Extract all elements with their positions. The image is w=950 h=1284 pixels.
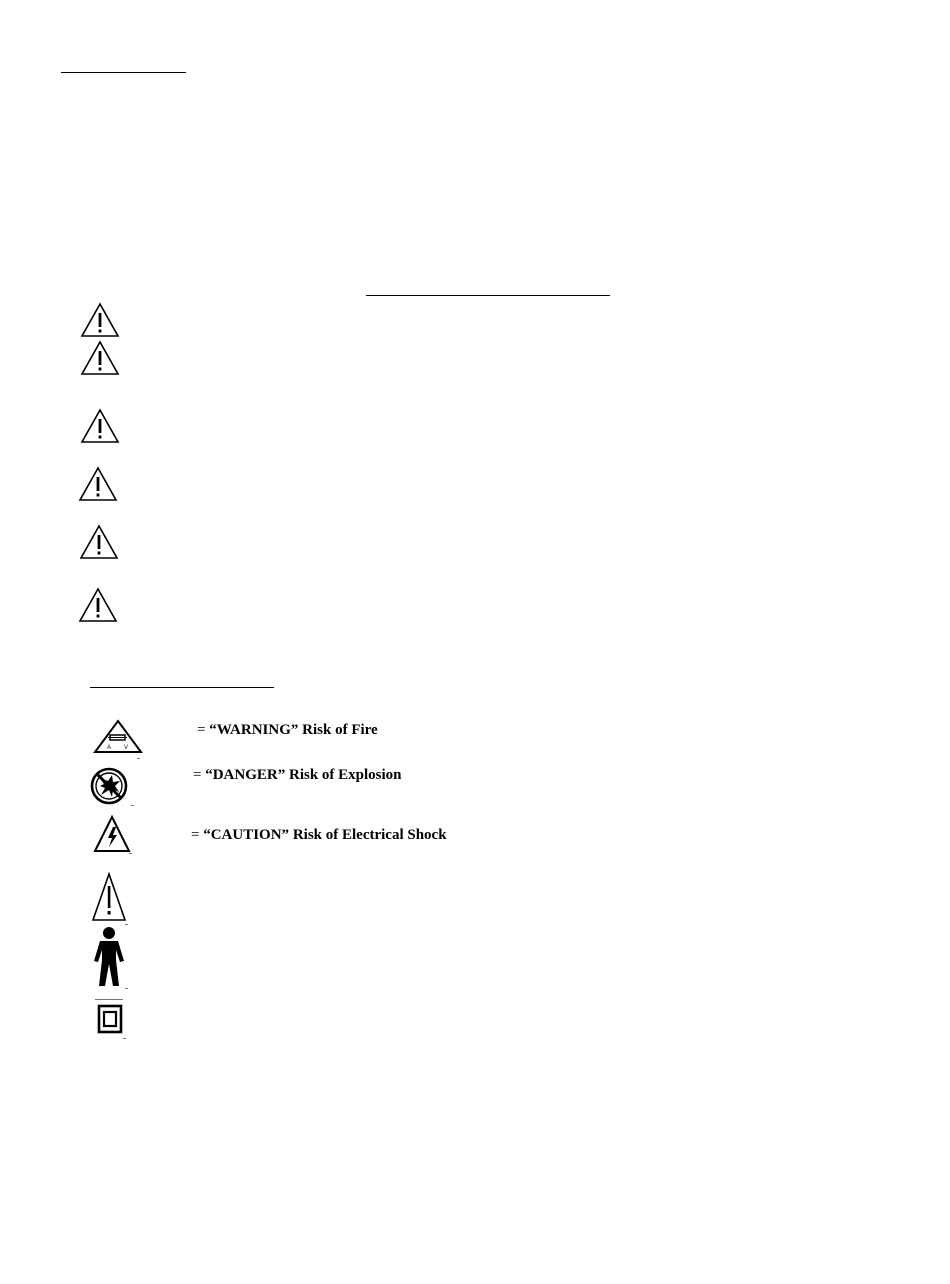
header-rule	[61, 72, 186, 73]
warning-triangle-icon	[80, 340, 120, 376]
svg-text:A: A	[107, 745, 112, 751]
warning-triangle-icon	[78, 466, 118, 502]
warning-triangle-icon	[80, 302, 120, 338]
electrical-shock-triangle-icon	[93, 814, 133, 854]
symbol-label-warning	[197, 721, 378, 739]
scan-speck	[125, 924, 128, 925]
scan-speck	[129, 853, 132, 854]
explosion-danger-circle-icon	[88, 766, 132, 806]
scan-speck	[137, 758, 140, 759]
warning-triangle-icon	[79, 524, 119, 560]
warning-triangle-icon	[78, 587, 118, 623]
attention-triangle-icon	[91, 872, 127, 922]
scan-speck	[125, 988, 128, 989]
person-figure-icon	[90, 926, 128, 988]
scan-speck	[131, 805, 134, 806]
symbol-description: Risk of Electrical Shock	[289, 827, 447, 843]
scan-speck	[123, 1038, 126, 1039]
symbol-description: Risk of Explosion	[285, 767, 402, 783]
symbol-keyword: “WARNING”	[209, 722, 299, 738]
fire-warning-triangle-icon	[92, 718, 144, 756]
symbol-label-danger	[193, 766, 402, 784]
scan-speck	[95, 999, 123, 1000]
symbol-keyword: “DANGER”	[205, 767, 286, 783]
safety-heading-rule	[366, 295, 610, 296]
symbol-equals: =	[191, 827, 204, 843]
symbol-equals: =	[193, 767, 206, 783]
symbol-description: Risk of Fire	[298, 722, 378, 738]
double-insulation-icon	[97, 1004, 123, 1034]
symbol-keyword: “CAUTION”	[203, 827, 290, 843]
symbol-label-caution	[191, 826, 447, 844]
symbols-heading-rule	[90, 687, 274, 688]
symbol-equals: =	[197, 722, 210, 738]
svg-text:V: V	[124, 745, 129, 751]
warning-triangle-icon	[80, 408, 120, 444]
